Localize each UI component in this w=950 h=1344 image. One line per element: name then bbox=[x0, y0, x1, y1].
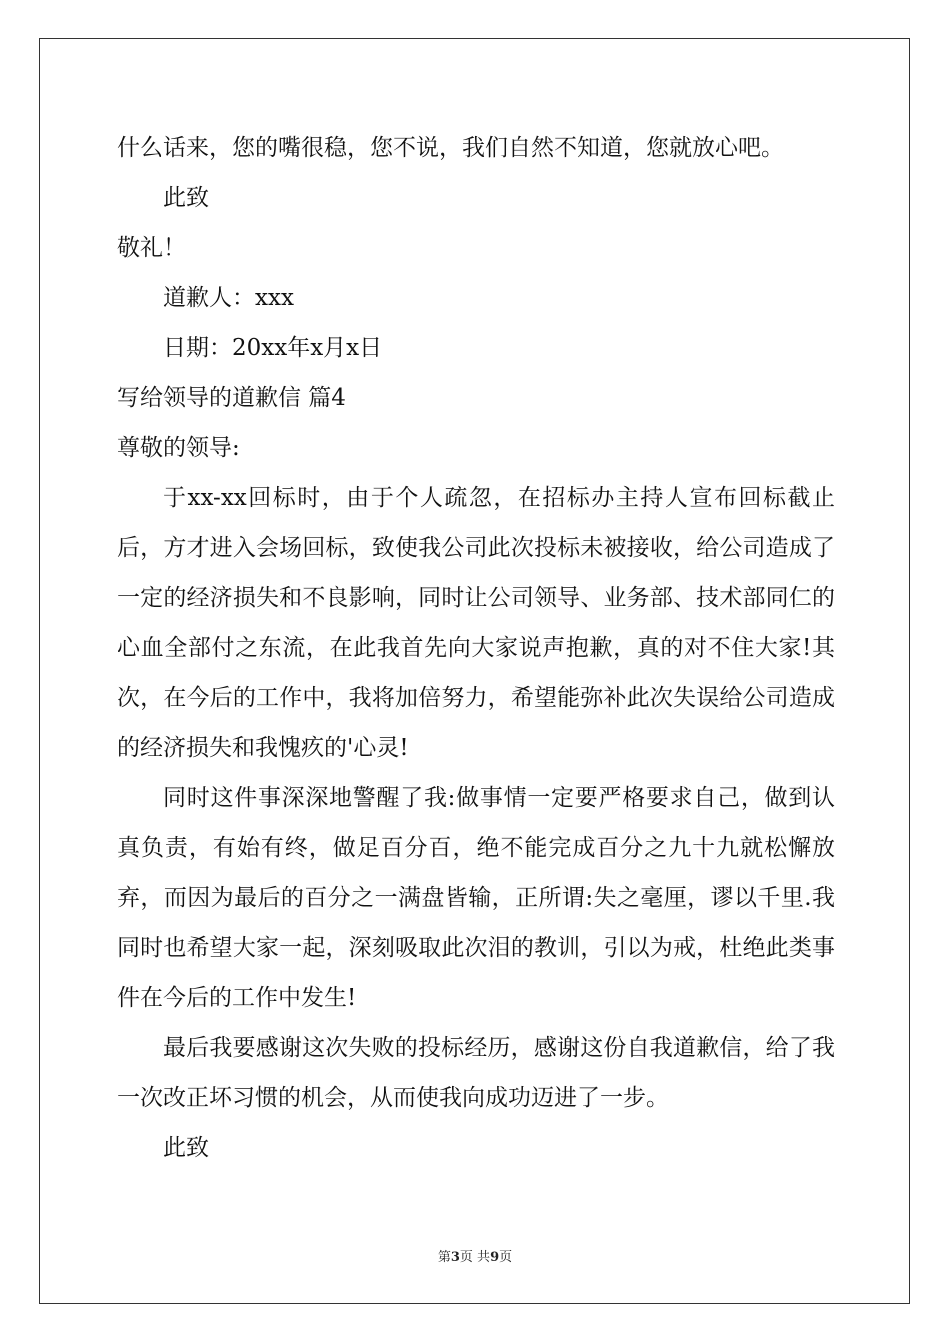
footer-page-current: 3 bbox=[450, 1250, 460, 1265]
document-body bbox=[117, 123, 835, 1173]
footer-suffix: 页 bbox=[499, 1250, 513, 1265]
page-footer bbox=[0, 1246, 950, 1265]
letter-greeting: 尊敬的领导: bbox=[117, 435, 240, 461]
footer-prefix: 第 bbox=[437, 1250, 451, 1265]
text-line: 什么话来，您的嘴很稳，您不说，我们自然不知道，您就放心吧。 bbox=[117, 135, 784, 161]
section-heading: 写给领导的道歉信 篇4 bbox=[117, 385, 346, 411]
salutation-regards: 敬礼！ bbox=[117, 235, 186, 261]
apologizer-line: 道歉人：xxx bbox=[163, 285, 294, 311]
footer-mid: 页 共 bbox=[459, 1250, 491, 1265]
paragraph-1: 于xx-xx回标时，由于个人疏忽，在招标办主持人宣布回标截止后，方才进入会场回标，致使我公司此次投标未被接收，给公司造成了一定的经济损失和不良影响，同时让公司领导、业务部、技术部同仁的心血全部付之东流，在此我首先向大家说声抱歉，真的对不住大家!其次，在今后的工作中，我将加倍努力，希望能弥补此次失误给公司造成的经济损失和我愧疚的'心灵! bbox=[117, 485, 835, 761]
closing-line: 此致 bbox=[163, 1135, 209, 1161]
footer-page-total: 9 bbox=[490, 1250, 500, 1265]
salutation-closing: 此致 bbox=[163, 185, 209, 211]
date-line: 日期：20xx年x月x日 bbox=[163, 335, 383, 361]
paragraph-2: 同时这件事深深地警醒了我:做事情一定要严格要求自己，做到认真负责，有始有终，做足百分百，绝不能完成百分之九十九就松懈放弃，而因为最后的百分之一满盘皆输，正所谓:失之毫厘，谬以千里.我同时也希望大家一起，深刻吸取此次泪的教训，引以为戒，杜绝此类事件在今后的工作中发生! bbox=[117, 785, 835, 1011]
paragraph-3: 最后我要感谢这次失败的投标经历，感谢这份自我道歉信，给了我一次改正坏习惯的机会，从而使我向成功迈进了一步。 bbox=[117, 1035, 835, 1111]
